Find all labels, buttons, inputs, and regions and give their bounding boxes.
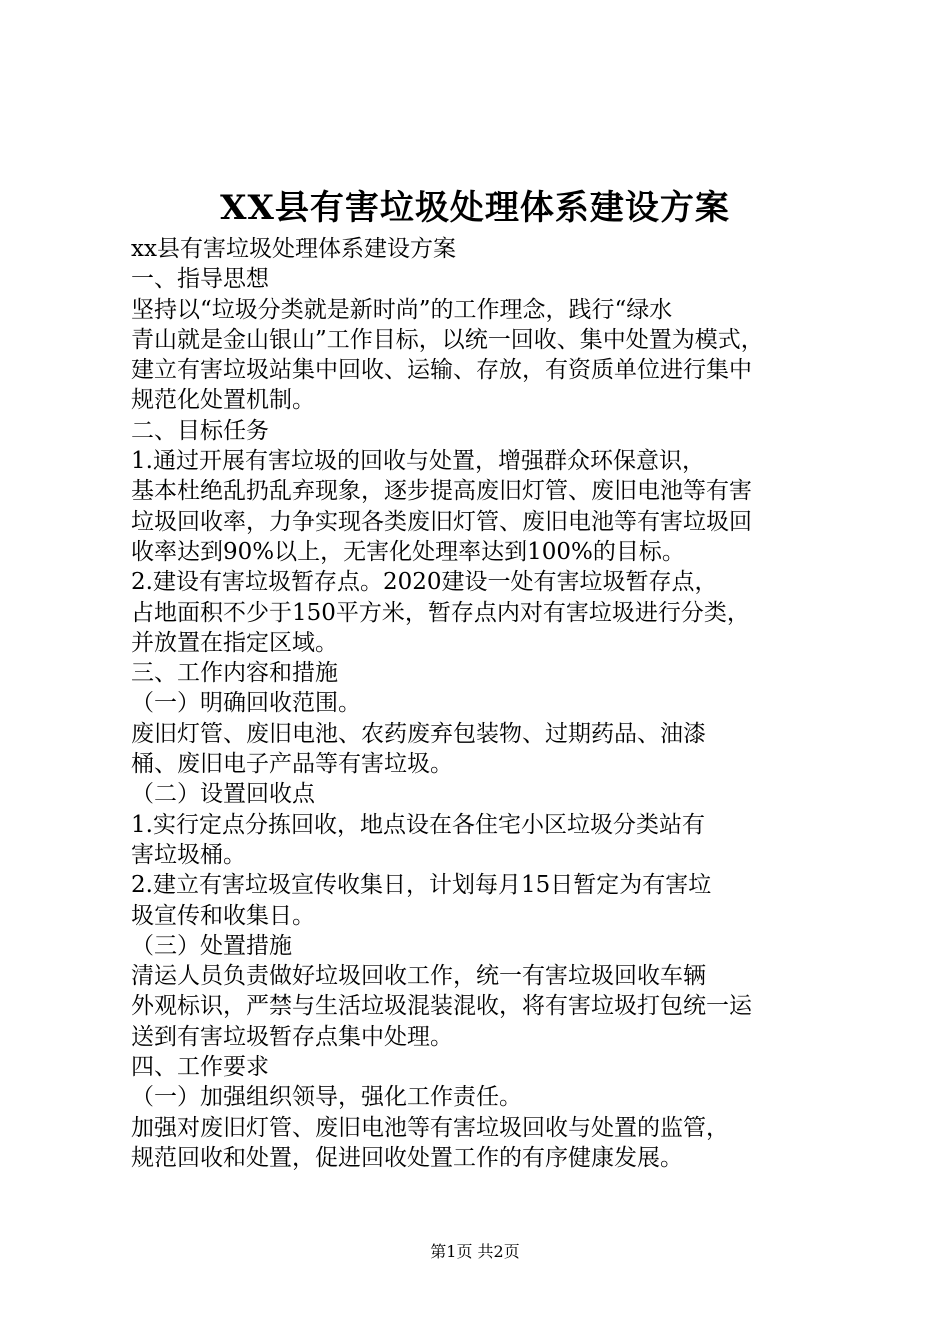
body-line: 垃圾回收率，力争实现各类废旧灯管、废旧电池等有害垃圾回 bbox=[131, 508, 752, 535]
page-footer: 第1页 共2页 bbox=[430, 1242, 520, 1261]
body-line: 桶、废旧电子产品等有害垃圾。 bbox=[131, 751, 453, 778]
body-line: 加强对废旧灯管、废旧电池等有害垃圾回收与处置的监管， bbox=[131, 1114, 729, 1141]
body-line: 害垃圾桶。 bbox=[131, 841, 246, 868]
body-line: 规范化处置机制。 bbox=[131, 387, 315, 414]
body-line: 1.实行定点分拣回收，地点设在各住宅小区垃圾分类站有 bbox=[131, 811, 705, 838]
body-line: 规范回收和处置，促进回收处置工作的有序健康发展。 bbox=[131, 1144, 683, 1171]
body-line: 清运人员负责做好垃圾回收工作，统一有害垃圾回收车辆 bbox=[131, 963, 706, 990]
subsection-heading: （二）设置回收点 bbox=[131, 781, 315, 808]
body-line: 2.建设有害垃圾暂存点。2020建设一处有害垃圾暂存点， bbox=[131, 569, 718, 596]
section-heading: 四、工作要求 bbox=[131, 1054, 269, 1081]
body-line: 坚持以“垃圾分类就是新时尚”的工作理念，践行“绿水 bbox=[131, 296, 673, 323]
body-line: 基本杜绝乱扔乱弃现象，逐步提高废旧灯管、废旧电池等有害 bbox=[131, 478, 752, 505]
body-line: 废旧灯管、废旧电池、农药废弃包装物、过期药品、油漆 bbox=[131, 720, 706, 747]
body-line: 1.通过开展有害垃圾的回收与处置，增强群众环保意识， bbox=[131, 448, 705, 475]
body-line: 2.建立有害垃圾宣传收集日，计划每月15日暂定为有害垃 bbox=[131, 872, 712, 899]
body-line: 圾宣传和收集日。 bbox=[131, 902, 315, 929]
subsection-heading: （一）明确回收范围。 bbox=[131, 690, 361, 717]
document-body bbox=[131, 234, 831, 1173]
body-line: 收率达到90%以上，无害化处理率达到100%的目标。 bbox=[131, 538, 685, 565]
body-line: 并放置在指定区域。 bbox=[131, 629, 338, 656]
body-line: 送到有害垃圾暂存点集中处理。 bbox=[131, 1023, 453, 1050]
body-line: 外观标识，严禁与生活垃圾混装混收，将有害垃圾打包统一运 bbox=[131, 993, 752, 1020]
subsection-heading: （一）加强组织领导，强化工作责任。 bbox=[131, 1084, 522, 1111]
body-line: xx县有害垃圾处理体系建设方案 bbox=[131, 236, 456, 262]
document-title: XX县有害垃圾处理体系建设方案 bbox=[220, 188, 730, 228]
section-heading: 二、目标任务 bbox=[131, 417, 269, 444]
section-heading: 一、指导思想 bbox=[131, 266, 269, 293]
body-line: 青山就是金山银山”工作目标，以统一回收、集中处置为模式， bbox=[131, 326, 764, 353]
subsection-heading: （三）处置措施 bbox=[131, 932, 292, 959]
section-heading: 三、工作内容和措施 bbox=[131, 660, 338, 687]
body-line: 建立有害垃圾站集中回收、运输、存放，有资质单位进行集中 bbox=[131, 357, 752, 384]
body-line: 占地面积不少于150平方米，暂存点内对有害垃圾进行分类， bbox=[131, 599, 750, 626]
